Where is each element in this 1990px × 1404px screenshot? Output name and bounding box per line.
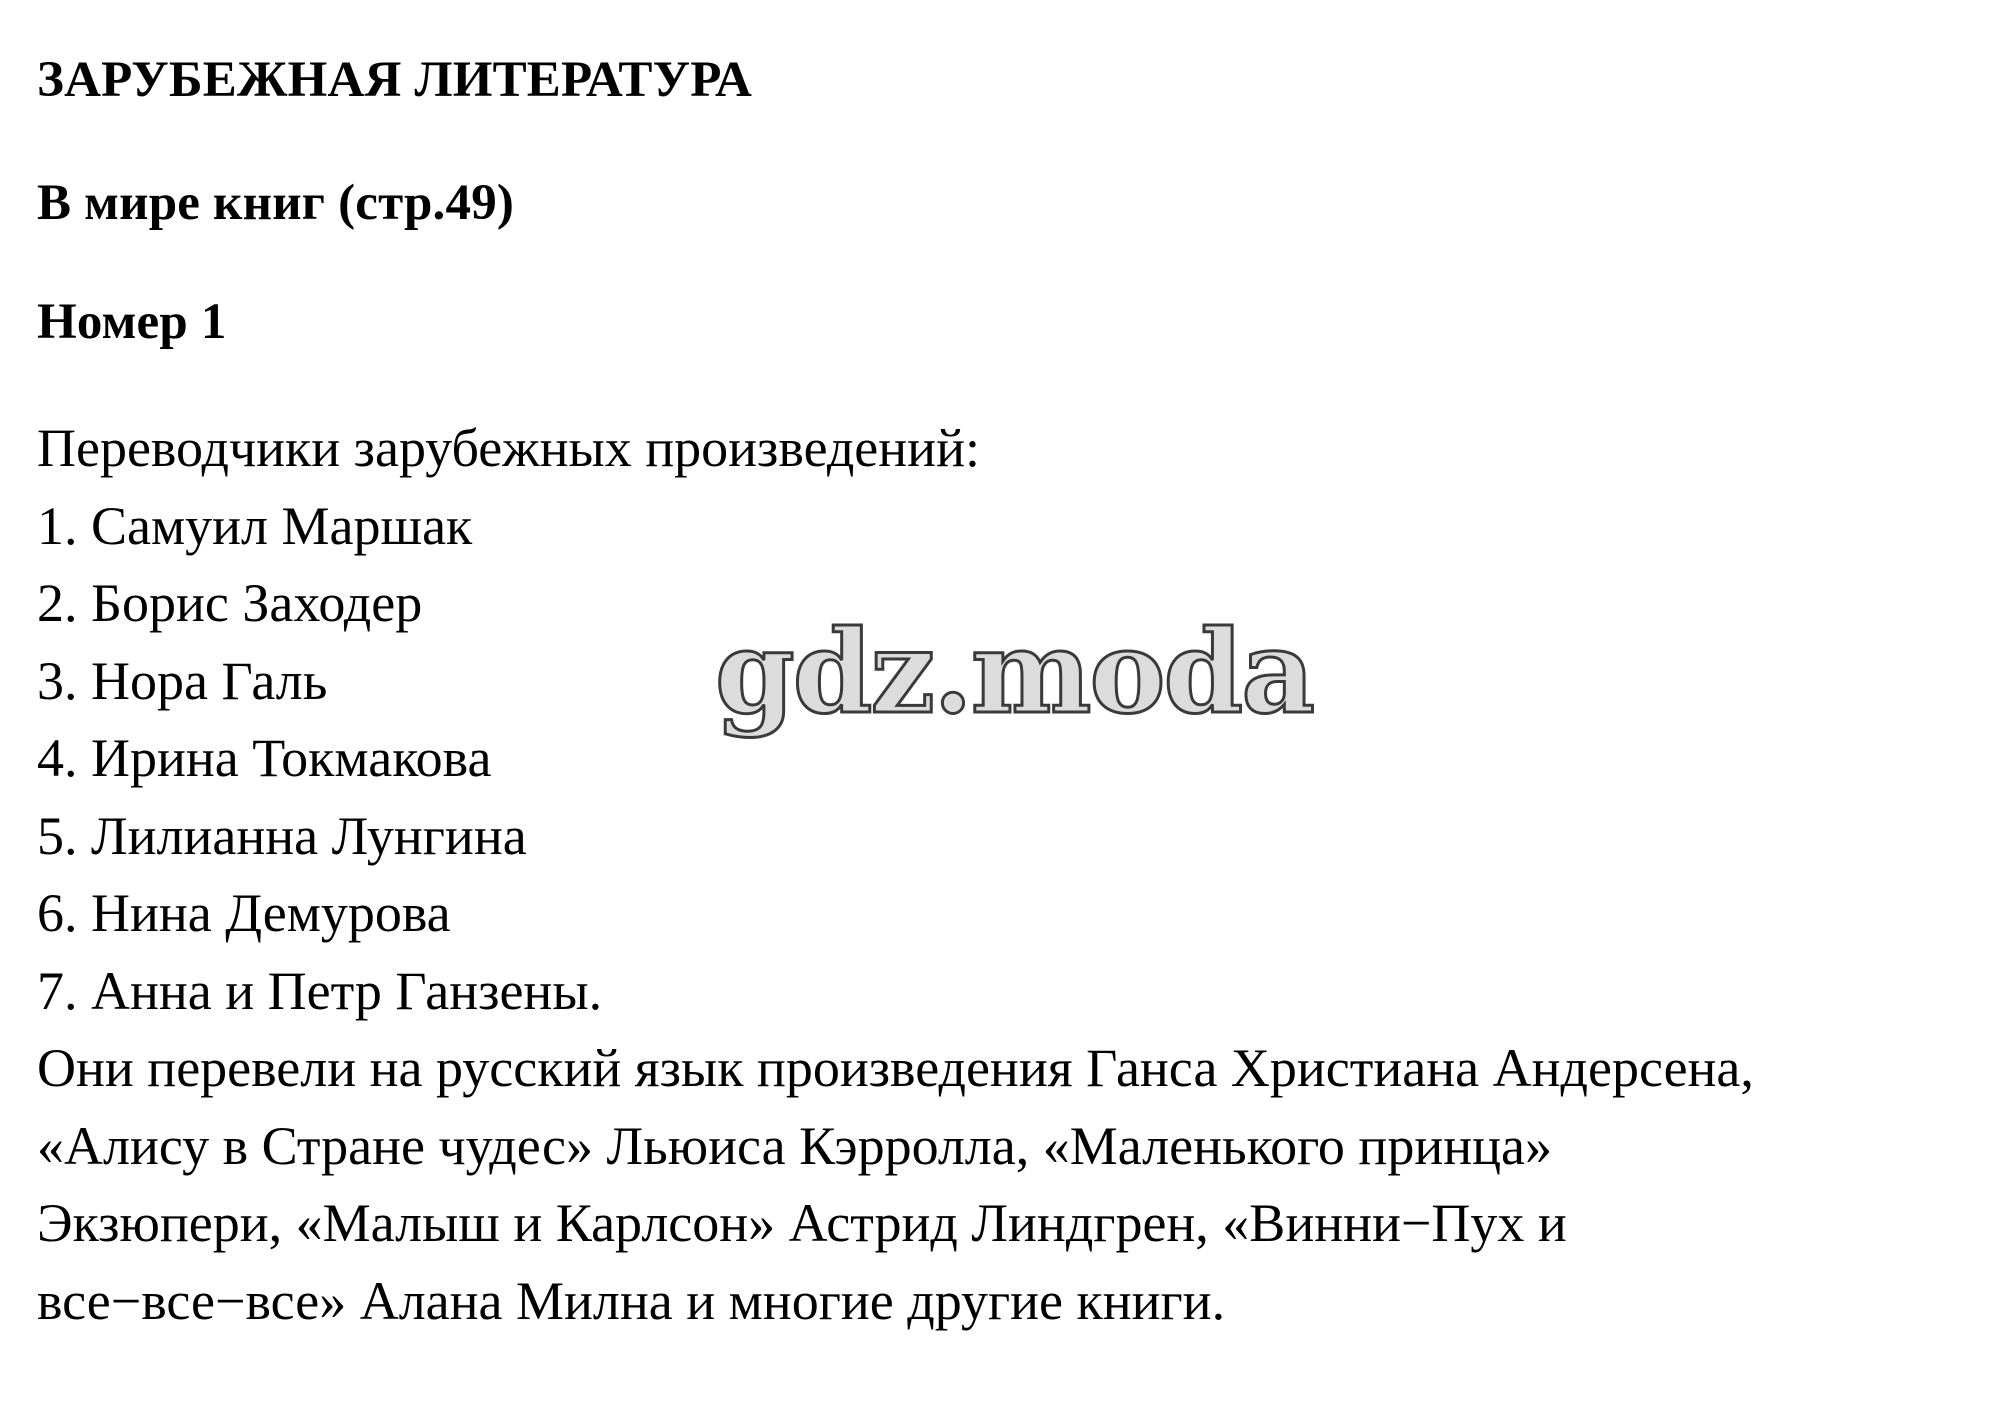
task-title: Номер 1 (37, 294, 227, 350)
subsection-title: В мире книг (стр.49) (37, 175, 515, 231)
translator-item: 6. Нина Демурова (37, 883, 451, 943)
section-title: ЗАРУБЕЖНАЯ ЛИТЕРАТУРА (37, 52, 753, 108)
paragraph-line: Экзюпери, «Малыш и Карлсон» Астрид Линдгрен, «Винни−Пух и (37, 1193, 1567, 1253)
paragraph-line: все−все−все» Алана Милна и многие другие книги. (37, 1270, 1226, 1331)
translator-item: 4. Ирина Токмакова (37, 728, 492, 788)
translator-item: 2. Борис Заходер (37, 573, 423, 633)
translator-item: 7. Анна и Петр Ганзены. (37, 960, 603, 1021)
translator-item: 1. Самуил Маршак (37, 495, 473, 556)
translator-item: 5. Лилианна Лунгина (37, 805, 527, 866)
translator-item: 3. Нора Галь (37, 650, 328, 711)
answer-body (37, 410, 1957, 1340)
paragraph-line: «Алису в Стране чудес» Льюиса Кэрролла, «Маленького принца» (37, 1115, 1552, 1176)
watermark-logo: gdz.moda (715, 605, 1314, 739)
paragraph-line: Они перевели на русский язык произведения Ганса Христиана Андерсена, (37, 1038, 1754, 1098)
intro-line: Переводчики зарубежных произведений: (37, 418, 980, 478)
